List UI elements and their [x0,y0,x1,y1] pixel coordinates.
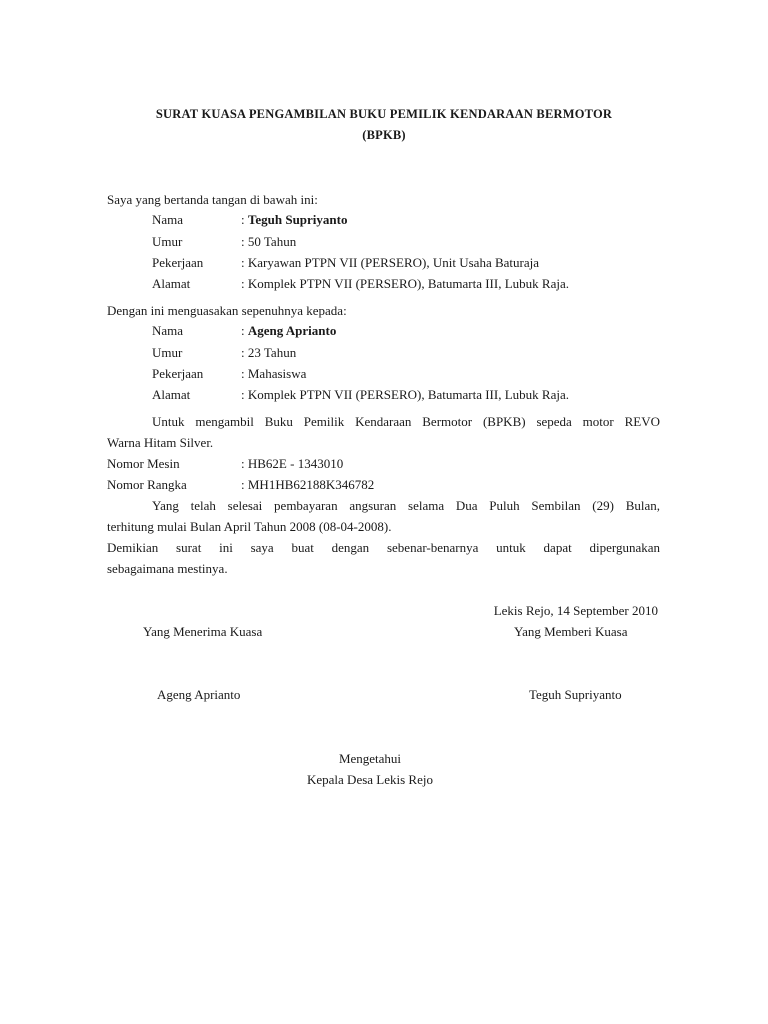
grantor-address-value: : Komplek PTPN VII (PERSERO), Batumarta III, Lubuk Raja. [241,276,569,291]
closing-line-2: sebagaimana mestinya. [107,561,228,576]
grantor-name-label: Nama [152,212,184,227]
engine-number-label: Nomor Mesin [107,456,180,471]
village-head-title: Kepala Desa Lekis Rejo [307,772,433,787]
grantor-age-label: Umur [152,234,183,249]
grantor-address-label: Alamat [152,276,191,291]
recipient-title: Yang Menerima Kuasa [143,624,263,639]
grantor-name-value: : Teguh Supriyanto [241,212,348,227]
grantee-age-label: Umur [152,345,183,360]
recipient-signature-name: Ageng Aprianto [157,687,241,702]
engine-number-value: : HB62E - 1343010 [241,456,344,471]
grantee-address-value: : Komplek PTPN VII (PERSERO), Batumarta III, Lubuk Raja. [241,387,569,402]
intro-text: Saya yang bertanda tangan di bawah ini: [107,192,318,207]
grantee-address-label: Alamat [152,387,191,402]
grantor-title: Yang Memberi Kuasa [514,624,628,639]
grantor-age-value: : 50 Tahun [241,234,297,249]
grantor-job-value: : Karyawan PTPN VII (PERSERO), Unit Usaha Baturaja [241,255,540,270]
grantor-job-label: Pekerjaan [152,255,204,270]
frame-number-label: Nomor Rangka [107,477,187,492]
purpose-line-1: Untuk mengambil Buku Pemilik Kendaraan Bermotor (BPKB) sepeda motor REVO [152,414,660,429]
grantee-job-value: : Mahasiswa [241,366,307,381]
payment-line-2: terhitung mulai Bulan April Tahun 2008 (08-04-2008). [107,519,392,534]
grantor-signature-name: Teguh Supriyanto [529,687,622,702]
frame-number-value: : MH1HB62188K346782 [241,477,375,492]
grantee-name-label: Nama [152,323,184,338]
grantee-age-value: : 23 Tahun [241,345,297,360]
letter-title: SURAT KUASA PENGAMBILAN BUKU PEMILIK KENDARAAN BERMOTOR [155,107,613,121]
letter-title-abbrev: (BPKB) [362,128,406,142]
grantee-job-label: Pekerjaan [152,366,204,381]
grantee-name-value: : Ageng Aprianto [241,323,337,338]
payment-line-1: Yang telah selesai pembayaran angsuran selama Dua Puluh Sembilan (29) Bulan, [152,498,660,513]
closing-line-1: Demikian surat ini saya buat dengan sebenar-benarnya untuk dapat dipergunakan [107,540,660,555]
delegation-text: Dengan ini menguasakan sepenuhnya kepada: [107,303,347,318]
acknowledgement-label: Mengetahui [338,751,402,766]
purpose-line-2: Warna Hitam Silver. [107,435,214,450]
place-date: Lekis Rejo, 14 September 2010 [493,603,658,618]
